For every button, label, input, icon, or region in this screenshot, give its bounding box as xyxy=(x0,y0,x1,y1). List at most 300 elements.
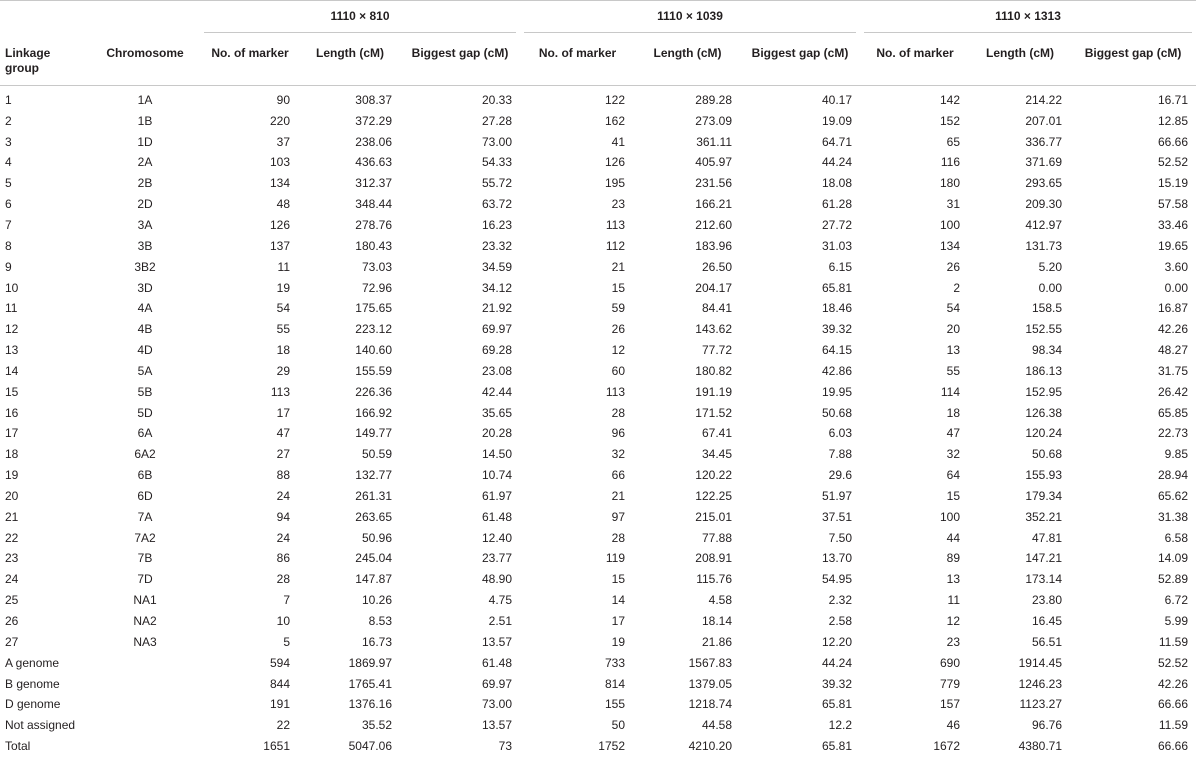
table-body xyxy=(0,85,1196,757)
table-cell: 1752 xyxy=(598,739,625,754)
table-cell: 64 xyxy=(946,468,961,483)
table-cell: 8.53 xyxy=(368,614,392,629)
table-cell: 12 xyxy=(5,322,19,337)
table-cell xyxy=(90,715,200,736)
table-cell: 157 xyxy=(939,697,961,712)
table-cell: 223.12 xyxy=(355,322,392,337)
table-row xyxy=(0,235,1196,256)
table-cell: 73.03 xyxy=(361,259,392,274)
table-cell: 27 xyxy=(5,634,19,649)
table-row xyxy=(0,173,1196,194)
table-cell: 97 xyxy=(611,509,625,524)
table-cell: 23.77 xyxy=(481,551,512,566)
table-cell: 7.50 xyxy=(828,530,853,545)
table-cell: 10 xyxy=(5,280,19,295)
table-cell: 12 xyxy=(611,343,625,358)
table-cell: 27.28 xyxy=(481,113,512,128)
table-cell: 261.31 xyxy=(355,488,392,503)
table-cell: 113 xyxy=(270,384,290,399)
table-cell: 44.24 xyxy=(821,155,853,170)
table-row xyxy=(0,444,1196,465)
table-cell: 4.58 xyxy=(708,593,732,608)
table-cell: 179.34 xyxy=(1025,488,1063,503)
table-cell: 86 xyxy=(276,551,290,566)
table-row xyxy=(0,527,1196,548)
table-cell: 155.93 xyxy=(1025,468,1063,483)
table-cell: 13 xyxy=(946,343,961,358)
table-cell: 149.77 xyxy=(355,426,392,441)
table-cell: 814 xyxy=(604,676,625,691)
table-cell: 214.22 xyxy=(1025,92,1063,107)
table-cell: 220 xyxy=(269,113,290,128)
table-cell: 32 xyxy=(946,447,961,462)
group-header-empty xyxy=(0,0,200,33)
table-cell: 23 xyxy=(611,197,625,212)
table-cell: 5047.06 xyxy=(348,739,392,754)
table-cell: 94 xyxy=(276,509,290,524)
table-cell: 405.97 xyxy=(695,155,732,170)
table-cell: A genome xyxy=(5,655,60,670)
table-cell: 48 xyxy=(276,197,290,212)
col-linkage-group: Linkage group xyxy=(0,33,90,85)
table-cell xyxy=(90,736,200,757)
table-cell: 4210.20 xyxy=(688,739,732,754)
table-cell: 17 xyxy=(5,426,19,441)
table-cell: 103 xyxy=(269,155,290,170)
table-cell: 779 xyxy=(939,676,961,691)
table-cell: 16.87 xyxy=(1158,301,1189,316)
table-cell: 352.21 xyxy=(1025,509,1063,524)
table-cell: 61.28 xyxy=(821,197,853,212)
table-cell: 336.77 xyxy=(1025,134,1063,149)
table-cell: 27 xyxy=(276,447,290,462)
table-cell: 44.24 xyxy=(821,655,853,670)
table-cell: 13.57 xyxy=(481,718,512,733)
table-row xyxy=(0,277,1196,298)
table-cell: 31.75 xyxy=(1158,363,1189,378)
table-cell: 7 xyxy=(5,217,12,232)
table-cell: 4B xyxy=(137,322,153,337)
table-cell: 65.85 xyxy=(1158,405,1189,420)
table-row xyxy=(0,631,1196,652)
table-row xyxy=(0,569,1196,590)
table-cell: 61.97 xyxy=(481,488,512,503)
table-cell: 6 xyxy=(5,197,12,212)
group-header-1313: 1110 × 1313 xyxy=(860,0,1196,33)
table-row xyxy=(0,131,1196,152)
table-cell: 7D xyxy=(137,572,153,587)
table-cell: 21 xyxy=(611,488,625,503)
table-cell: 48.90 xyxy=(481,572,512,587)
table-row xyxy=(0,152,1196,173)
table-cell: 7 xyxy=(283,593,290,608)
table-cell: 5 xyxy=(283,634,290,649)
table-cell: 1218.74 xyxy=(688,697,732,712)
table-cell: 1 xyxy=(5,92,12,107)
table-cell: 115.76 xyxy=(696,572,732,587)
table-cell: 7.88 xyxy=(828,447,853,462)
table-cell: 207.01 xyxy=(1025,113,1063,128)
table-cell: 54 xyxy=(946,301,961,316)
table-cell: 50.59 xyxy=(361,447,392,462)
table-cell: 69.97 xyxy=(481,322,512,337)
table-cell: 20.28 xyxy=(481,426,512,441)
table-cell: 143.62 xyxy=(695,322,732,337)
table-cell: 52.52 xyxy=(1158,155,1189,170)
table-cell: 21 xyxy=(5,509,19,524)
table-cell: 88 xyxy=(276,468,290,483)
table-cell: 231.56 xyxy=(695,176,732,191)
table-cell: 65.62 xyxy=(1158,488,1189,503)
table-cell: 39.32 xyxy=(821,322,853,337)
table-cell: 66.66 xyxy=(1158,134,1189,149)
table-cell: 1765.41 xyxy=(348,676,392,691)
table-cell: 63.72 xyxy=(481,197,512,212)
table-cell: 54.33 xyxy=(481,155,512,170)
table-cell: 6A xyxy=(137,426,153,441)
col-gap-1313: Biggest gap (cM) xyxy=(1070,33,1196,85)
table-cell: 47 xyxy=(276,426,290,441)
table-cell: 32 xyxy=(611,447,625,462)
table-cell: 10.26 xyxy=(361,593,392,608)
table-cell: 73.00 xyxy=(481,134,512,149)
table-row xyxy=(0,319,1196,340)
table-cell: 273.09 xyxy=(695,113,732,128)
table-row xyxy=(0,506,1196,527)
table-cell: 24 xyxy=(276,530,290,545)
table-cell: 209.30 xyxy=(1025,197,1063,212)
table-row xyxy=(0,611,1196,632)
table-cell: NA3 xyxy=(133,634,157,649)
table-cell: 11 xyxy=(277,259,290,274)
table-cell: 690 xyxy=(939,655,961,670)
table-cell: 52.52 xyxy=(1158,655,1189,670)
table-cell: 15 xyxy=(5,384,19,399)
table-cell: 16 xyxy=(5,405,19,420)
table-cell: 37.51 xyxy=(821,509,853,524)
table-cell: 191 xyxy=(269,697,290,712)
table-cell: 1869.97 xyxy=(348,655,392,670)
table-cell: 4.75 xyxy=(488,593,512,608)
table-cell: 55.72 xyxy=(481,176,512,191)
table-cell: 6D xyxy=(137,488,153,503)
table-cell: 15.19 xyxy=(1158,176,1189,191)
table-cell: 112 xyxy=(605,238,625,253)
table-cell: 14 xyxy=(611,593,625,608)
table-cell: 26 xyxy=(946,259,961,274)
table-cell: 7A xyxy=(137,509,153,524)
table-cell xyxy=(90,673,200,694)
table-cell: 171.52 xyxy=(695,405,732,420)
table-cell: 41 xyxy=(611,134,625,149)
table-cell: 90 xyxy=(276,92,290,107)
table-cell: 6B xyxy=(137,468,153,483)
table-cell: 116 xyxy=(940,155,961,170)
table-cell: 1246.23 xyxy=(1018,676,1063,691)
table-cell: 173.14 xyxy=(1025,572,1063,587)
table-cell: 7B xyxy=(137,551,153,566)
table-row xyxy=(0,694,1196,715)
table-cell: 13.57 xyxy=(481,634,512,649)
col-markers-1313: No. of marker xyxy=(860,33,970,85)
table-cell: 215.01 xyxy=(695,509,732,524)
table-row xyxy=(0,465,1196,486)
table-cell: 18.46 xyxy=(821,301,853,316)
table-cell: 16.45 xyxy=(1031,614,1063,629)
table-cell: 5.20 xyxy=(1038,259,1063,274)
table-cell: 66.66 xyxy=(1158,739,1189,754)
table-cell: 245.04 xyxy=(355,551,392,566)
table-cell: 12 xyxy=(946,614,961,629)
col-chromosome: Chromosome xyxy=(90,33,200,85)
table-cell: 31 xyxy=(946,197,961,212)
table-cell: 9 xyxy=(5,259,12,274)
table-row xyxy=(0,402,1196,423)
table-cell: 69.97 xyxy=(481,676,512,691)
table-cell: 1376.16 xyxy=(348,697,392,712)
table-cell: 147.21 xyxy=(1025,551,1063,566)
table-cell: 100 xyxy=(939,217,961,232)
table-cell: 19.65 xyxy=(1158,238,1189,253)
table-cell: 89 xyxy=(946,551,961,566)
table-cell: 69.28 xyxy=(481,343,512,358)
table-cell: 733 xyxy=(604,655,625,670)
table-cell: 19.95 xyxy=(821,384,853,399)
table-cell: 67.41 xyxy=(701,426,732,441)
table-cell: 263.65 xyxy=(355,509,392,524)
table-cell: 44 xyxy=(946,530,961,545)
table-cell: 2 xyxy=(953,280,961,295)
table-cell: 278.76 xyxy=(355,217,392,232)
table-cell: 100 xyxy=(939,509,961,524)
table-cell: 64.71 xyxy=(821,134,853,149)
table-cell: 134 xyxy=(269,176,290,191)
table-cell: 42.26 xyxy=(1158,676,1189,691)
table-row xyxy=(0,194,1196,215)
table-cell: 2 xyxy=(5,113,12,128)
table-cell: 52.89 xyxy=(1158,572,1189,587)
table-cell: 4380.71 xyxy=(1018,739,1063,754)
table-cell: 77.72 xyxy=(701,343,732,358)
col-gap-810: Biggest gap (cM) xyxy=(400,33,520,85)
table-cell: 594 xyxy=(269,655,290,670)
table-cell: 28.94 xyxy=(1158,468,1189,483)
table-cell: 61.48 xyxy=(481,509,512,524)
table-cell: 2B xyxy=(137,176,153,191)
table-cell: 24 xyxy=(5,572,19,587)
table-cell: 96.76 xyxy=(1031,718,1063,733)
table-cell: 238.06 xyxy=(355,134,392,149)
table-cell: 44.58 xyxy=(701,718,732,733)
table-cell: 55 xyxy=(946,363,961,378)
table-cell: 39.32 xyxy=(821,676,853,691)
table-cell: 312.37 xyxy=(355,176,392,191)
table-cell: 22 xyxy=(5,530,19,545)
table-cell: 155 xyxy=(604,697,625,712)
col-length-810: Length (cM) xyxy=(300,33,400,85)
table-cell: 1914.45 xyxy=(1018,655,1063,670)
table-cell: 33.46 xyxy=(1158,217,1189,232)
table-cell: 19 xyxy=(5,468,19,483)
table-cell: 5D xyxy=(137,405,153,420)
table-cell: 5 xyxy=(5,176,12,191)
table-cell: 371.69 xyxy=(1025,155,1063,170)
table-row xyxy=(0,340,1196,361)
table-cell xyxy=(90,694,200,715)
table-cell: 6.72 xyxy=(1164,593,1189,608)
table-cell: 6.15 xyxy=(828,259,853,274)
col-markers-1039: No. of marker xyxy=(520,33,635,85)
table-cell: 54.95 xyxy=(821,572,853,587)
table-row xyxy=(0,486,1196,507)
table-cell: 158.5 xyxy=(1031,301,1063,316)
table-cell: 17 xyxy=(276,405,290,420)
table-cell: 47.81 xyxy=(1031,530,1063,545)
table-cell: 60 xyxy=(611,363,625,378)
table-cell: 21.86 xyxy=(701,634,732,649)
table-cell: 3B2 xyxy=(134,259,156,274)
col-length-1313: Length (cM) xyxy=(970,33,1070,85)
table-cell: 59 xyxy=(611,301,625,316)
table-cell: 20 xyxy=(946,322,961,337)
table-cell: 96 xyxy=(611,426,625,441)
table-cell: 155.59 xyxy=(355,363,392,378)
table-cell: 19 xyxy=(611,634,625,649)
table-cell: 24 xyxy=(276,488,290,503)
table-cell: 2.58 xyxy=(828,614,853,629)
column-header-row xyxy=(0,33,1196,85)
table-cell: 0.00 xyxy=(1038,280,1063,295)
table-cell: 0.00 xyxy=(1164,280,1189,295)
table-cell: 18 xyxy=(946,405,961,420)
table-row xyxy=(0,423,1196,444)
table-cell: 26 xyxy=(611,322,625,337)
table-cell: 412.97 xyxy=(1025,217,1063,232)
table-cell: 42.86 xyxy=(821,363,853,378)
table-cell: 1D xyxy=(137,134,153,149)
table-cell: 361.11 xyxy=(696,134,732,149)
group-header-row xyxy=(0,0,1196,33)
table-cell: 17 xyxy=(611,614,625,629)
table-cell: 4 xyxy=(5,155,12,170)
table-cell: 56.51 xyxy=(1031,634,1063,649)
table-cell: 289.28 xyxy=(695,92,732,107)
table-cell: 7A2 xyxy=(134,530,156,545)
table-cell: 10.74 xyxy=(481,468,512,483)
table-cell: 226.36 xyxy=(355,384,392,399)
table-cell: 42.26 xyxy=(1158,322,1189,337)
table-cell: 3A xyxy=(137,217,153,232)
table-cell xyxy=(90,652,200,673)
table-cell: 50.68 xyxy=(821,405,853,420)
table-cell: 195 xyxy=(604,176,625,191)
table-cell: 13 xyxy=(5,343,19,358)
table-cell: 35.65 xyxy=(481,405,512,420)
table-cell: 31.38 xyxy=(1158,509,1189,524)
table-cell: 120.24 xyxy=(1025,426,1063,441)
table-cell: 22.73 xyxy=(1158,426,1189,441)
table-cell: 1567.83 xyxy=(688,655,732,670)
table-cell: 66.66 xyxy=(1158,697,1189,712)
table-cell: 65.81 xyxy=(821,697,853,712)
table-cell: 55 xyxy=(276,322,290,337)
table-cell: 50.68 xyxy=(1031,447,1063,462)
table-cell: 34.59 xyxy=(481,259,512,274)
table-cell: 175.65 xyxy=(355,301,392,316)
table-cell: 126 xyxy=(269,217,290,232)
table-cell: 23.08 xyxy=(481,363,512,378)
table-cell: 18 xyxy=(5,447,19,462)
table-cell: Not assigned xyxy=(5,718,76,733)
table-cell: 40.17 xyxy=(821,92,853,107)
table-cell: 65 xyxy=(946,134,961,149)
table-cell: 4A xyxy=(137,301,153,316)
table-cell: 162 xyxy=(604,113,625,128)
table-cell: 29.6 xyxy=(828,468,853,483)
table-cell: 152.55 xyxy=(1025,322,1063,337)
table-cell: 35.52 xyxy=(361,718,392,733)
top-rule xyxy=(0,0,1196,1)
table-cell: 2A xyxy=(137,155,153,170)
table-cell: 3D xyxy=(137,280,153,295)
table-cell: 152 xyxy=(939,113,961,128)
table-cell: 126.38 xyxy=(1025,405,1063,420)
table-cell: 3 xyxy=(5,134,12,149)
table-cell: 57.58 xyxy=(1158,197,1189,212)
table-cell: 28 xyxy=(276,572,290,587)
table-row xyxy=(0,110,1196,131)
table-cell: NA2 xyxy=(133,614,157,629)
table-cell: 191.19 xyxy=(695,384,732,399)
table-cell: 27.72 xyxy=(821,217,853,232)
table-cell: D genome xyxy=(5,697,61,712)
table-cell: 3B xyxy=(137,238,153,253)
group-header-810: 1110 × 810 xyxy=(200,0,520,33)
table-cell: 12.40 xyxy=(481,530,512,545)
table-cell: 308.37 xyxy=(355,92,392,107)
table-cell: 18 xyxy=(276,343,290,358)
table-cell: 19.09 xyxy=(821,113,853,128)
table-cell: 5A xyxy=(137,363,153,378)
col-markers-810: No. of marker xyxy=(200,33,300,85)
table-cell: 13 xyxy=(946,572,961,587)
table-cell: 180.43 xyxy=(355,238,392,253)
table-cell: 16.23 xyxy=(481,217,512,232)
table-cell: 54 xyxy=(276,301,290,316)
table-cell: 65.81 xyxy=(821,739,853,754)
table-cell: 132.77 xyxy=(355,468,392,483)
table-cell: 113 xyxy=(605,217,625,232)
table-cell: 23.32 xyxy=(481,238,512,253)
table-cell: 2.51 xyxy=(488,614,512,629)
table-cell: 293.65 xyxy=(1025,176,1063,191)
table-cell: 348.44 xyxy=(355,197,392,212)
table-cell: 72.96 xyxy=(361,280,392,295)
table-cell: 436.63 xyxy=(355,155,392,170)
table-cell: 20 xyxy=(5,488,19,503)
table-cell: 12.2 xyxy=(828,718,853,733)
table-row xyxy=(0,215,1196,236)
table-cell: 28 xyxy=(611,405,625,420)
table-cell: 12.20 xyxy=(821,634,853,649)
table-cell: 2D xyxy=(137,197,153,212)
table-cell: 152.95 xyxy=(1025,384,1063,399)
table-cell: 147.87 xyxy=(355,572,392,587)
table-cell: 140.60 xyxy=(355,343,392,358)
table-cell: 16.71 xyxy=(1158,92,1189,107)
table-cell: 23 xyxy=(5,551,19,566)
table-cell: 73.00 xyxy=(481,697,512,712)
